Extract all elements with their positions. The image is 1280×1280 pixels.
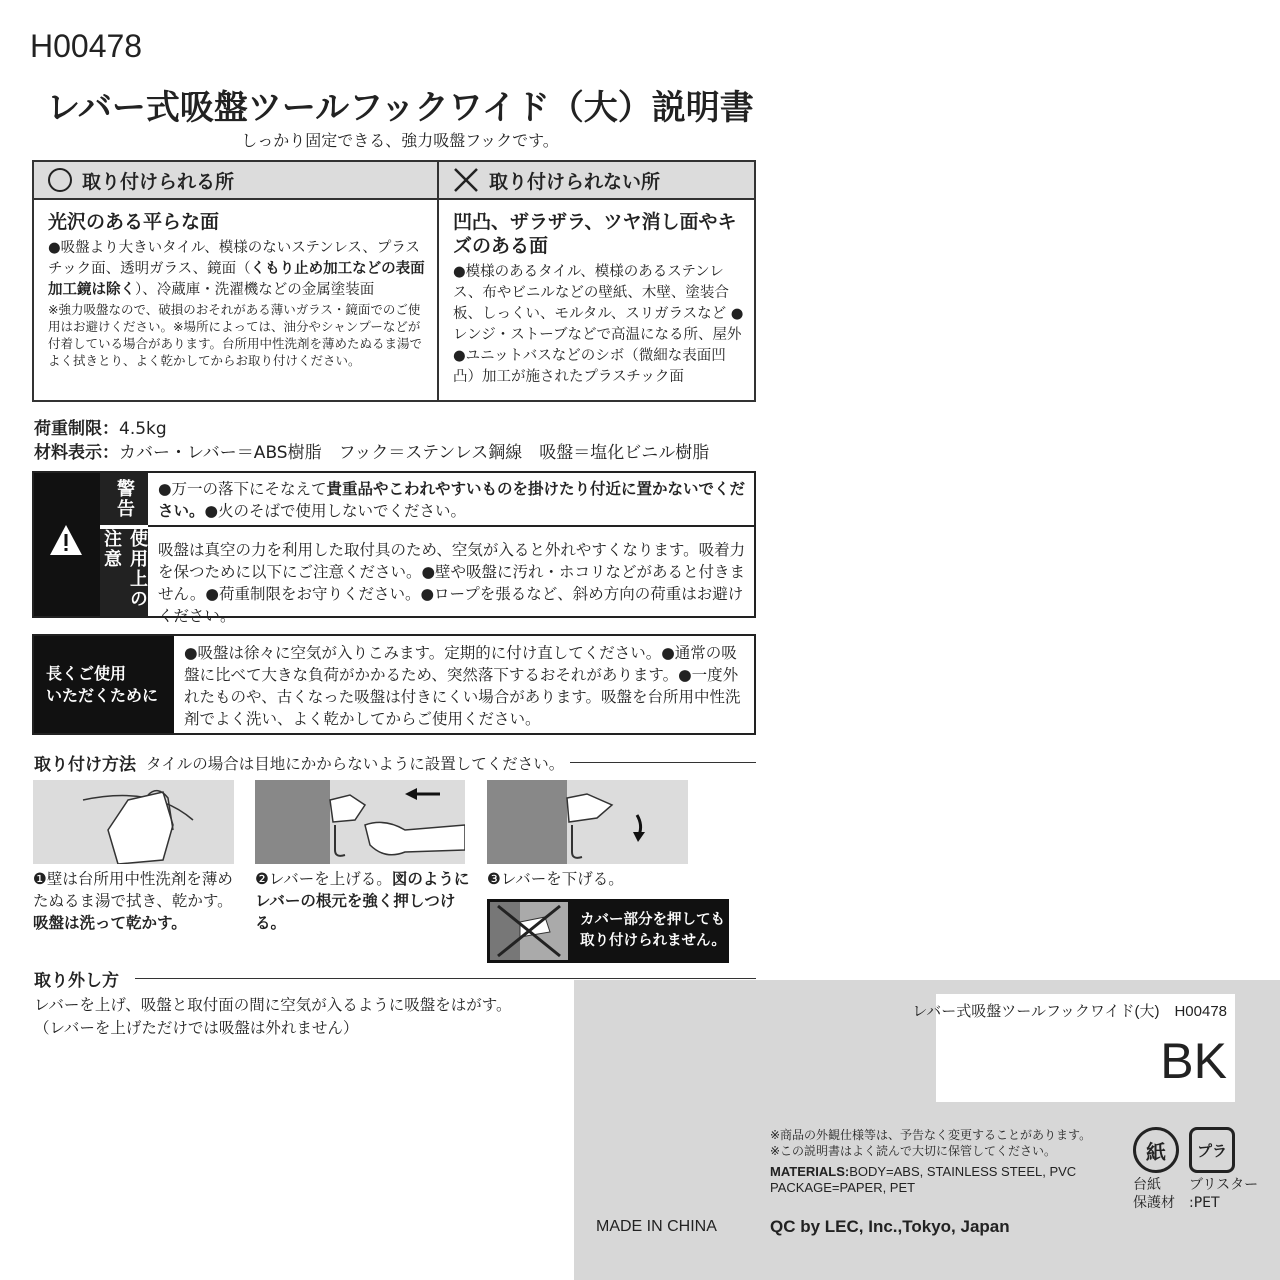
paper-recycle-icon: 紙 <box>1133 1127 1179 1173</box>
materials-line2: PACKAGE=PAPER, PET <box>770 1180 916 1195</box>
label-product-name: レバー式吸盤ツールフックワイド(大) H00478 <box>912 1003 1227 1020</box>
remove-line1: レバーを上げ、吸盤と取付面の間に空気が入るように吸盤をはがす。 <box>34 996 512 1014</box>
step1-illustration <box>33 780 234 864</box>
paper-recycle-label1: 台紙 <box>1133 1177 1161 1193</box>
made-in: MADE IN CHINA <box>596 1218 717 1235</box>
cannot-attach-header <box>439 162 754 200</box>
remove-line2: （レバーを上げただけでは吸盤は外れません） <box>34 1019 359 1037</box>
cannot-attach-body: ●模様のあるタイル、模様のあるステンレス、布やビニルなどの壁紙、木壁、塗装合板、しっくい、モルタル、スリガラスなど ●レンジ・ストーブなどで高温になる所、屋外 ●ユニットバスなどのシボ（微細な表面凹凸）加工が施されたプラスチック面 <box>453 264 744 385</box>
paper-recycle-label <box>1133 1176 1175 1212</box>
caution-label: 使用上の注意 <box>100 527 148 618</box>
can-attach-body-text: ●吸盤より大きいタイル、模様のないステンレス、プラスチック面、透明ガラス、鏡面（ <box>48 240 420 277</box>
page-title: レバー式吸盤ツールフックワイド（大）説明書 <box>46 88 754 128</box>
can-attach-body <box>48 238 427 301</box>
long-use-box <box>32 634 756 735</box>
can-attach-heading: 光沢のある平らな面 <box>48 211 220 233</box>
step1-text <box>33 868 238 934</box>
long-use-label-line1: 長くご使用 <box>46 663 127 683</box>
attach-surfaces-table <box>32 160 756 402</box>
ng-note-line1: カバー部分を押しても <box>580 912 725 928</box>
materials-line1-visible: BODY=ABS, STAINLESS STEEL, PVC <box>849 1164 1077 1179</box>
press-hook-icon <box>255 780 465 864</box>
warning-text <box>148 478 754 522</box>
load-limit-label: 荷重制限： <box>34 419 119 439</box>
warning-divider <box>148 525 754 527</box>
long-use-label-line2: いただくために <box>46 685 159 705</box>
wiping-hand-icon <box>33 780 234 864</box>
remove-text <box>34 994 512 1040</box>
install-section-header <box>34 750 756 775</box>
load-limit-value: 4.5kg <box>119 419 167 439</box>
warning-triangle-icon <box>48 523 84 557</box>
load-limit <box>34 414 167 439</box>
material-value: カバー・レバー＝ABS樹脂 フック＝ステンレス鋼線 吸盤＝塩化ビニル樹脂 <box>119 443 710 463</box>
product-code: H00478 <box>30 28 143 64</box>
ng-note-line2: 取り付けられません。 <box>580 933 726 949</box>
plastic-recycle-icon: プラ <box>1189 1127 1235 1173</box>
label-color-code: BK <box>1160 1033 1227 1089</box>
x-ng-icon <box>453 167 479 193</box>
subtitle: しっかり固定できる、強力吸盤フックです。 <box>241 131 559 150</box>
can-attach-header-label: 取り付けられる所 <box>82 170 235 193</box>
warning-black-bar <box>34 473 100 616</box>
step3-text: ❸レバーを下げる。 <box>487 870 624 888</box>
can-attach-header <box>34 162 437 200</box>
cannot-attach-heading: 凹凸、ザラザラ、ツヤ消し面やキズのある面 <box>453 211 737 257</box>
remove-title: 取り外し方 <box>34 971 119 991</box>
product-label <box>912 994 1235 1102</box>
step2-text-bold: 図のようにレバーの根元を強く押しつける。 <box>255 870 470 932</box>
warning-text-start: ●万一の落下にそなえて <box>158 480 327 498</box>
plastic-recycle-label1: ブリスター <box>1189 1177 1259 1193</box>
cannot-attach-header-label: 取り付けられない所 <box>489 170 661 193</box>
material-label: 材料表示： <box>34 443 119 463</box>
can-attach-body-text-end: ）、冷蔵庫・洗濯機などの金属塗装面 <box>135 282 375 298</box>
paper-recycle-label2: 保護材 <box>1133 1195 1175 1211</box>
ng-note-box <box>487 899 729 963</box>
cannot-attach-column <box>439 162 754 400</box>
install-divider <box>570 762 756 763</box>
step2-text <box>255 868 470 934</box>
install-note: タイルの場合は目地にかからないように設置してください。 <box>146 754 565 773</box>
caution-text: 吸盤は真空の力を利用した取付具のため、空気が入ると外れやすくなります。吸着力を保つために以下にご注意ください。●壁や吸盤に汚れ・ホコリなどがあると付きません。●荷重制限をお守りください。●ロープを張るなど、斜め方向の荷重はお避けください。 <box>158 541 746 625</box>
warning-box <box>32 471 756 625</box>
step2-text-plain: ❷レバーを上げる。 <box>255 870 392 888</box>
remove-divider <box>135 978 756 979</box>
can-attach-note: ※強力吸盤なので、破損のおそれがある薄いガラス・鏡面でのご使用はお避けください。※場所によっては、油分やシャンプーなどが付着している場合があります。台所用中性洗剤を薄めたぬるま湯でよく拭きとり、よく乾かしてからお取り付けください。 <box>48 302 423 368</box>
install-title: 取り付け方法 <box>34 755 136 775</box>
footer-notes <box>770 1127 1091 1159</box>
long-use-label <box>34 636 174 733</box>
warning-label: 警告 <box>100 473 148 525</box>
step3-illustration <box>487 780 688 864</box>
materials-line1: MATERIALS:BODY=ABS, STAINLESS STEEL, PVC <box>770 1164 1077 1179</box>
can-attach-body-bold: くもり止め加工などの表面加工鏡は除く <box>48 261 425 298</box>
footer-note1: ※商品の外観仕様等は、予告なく変更することがあります。 <box>770 1128 1092 1142</box>
ng-note-text <box>580 910 726 952</box>
step2-illustration <box>255 780 465 864</box>
footer-note2: ※この説明書はよく読んで大切に保管してください。 <box>770 1144 1057 1158</box>
circle-ok-icon <box>48 168 72 192</box>
plastic-recycle-label2: :PET <box>1189 1195 1220 1211</box>
warning-text-end: ●火のそばで使用しないでください。 <box>204 502 467 520</box>
step1-text-bold: 吸盤は洗って乾かす。 <box>33 914 187 932</box>
company-name: QC by LEC, Inc.,Tokyo, Japan <box>770 1217 1010 1236</box>
long-use-text: ●吸盤は徐々に空気が入りこみます。定期的に付け直してください。●通常の吸盤に比べて大きな負荷がかかるため、突然落下するおそれがあります。●一度外れたものや、古くなった吸盤は付きにくい場合があります。吸盤を台所用中性洗剤でよく洗い、よく乾かしてからご使用ください。 <box>184 644 741 728</box>
warning-text-bold: 貴重品やこわれやすいものを掛けたり付近に置かないでください。 <box>158 480 746 520</box>
material-info <box>34 438 709 463</box>
plastic-recycle-label <box>1189 1176 1258 1212</box>
ng-cover-press-icon <box>490 902 568 960</box>
can-attach-column <box>34 162 439 400</box>
materials-en <box>770 1164 1076 1196</box>
step1-text-plain: ❶壁は台所用中性洗剤を薄めたぬるま湯で拭き、乾かす。 <box>33 870 233 910</box>
lever-down-icon <box>487 780 688 864</box>
